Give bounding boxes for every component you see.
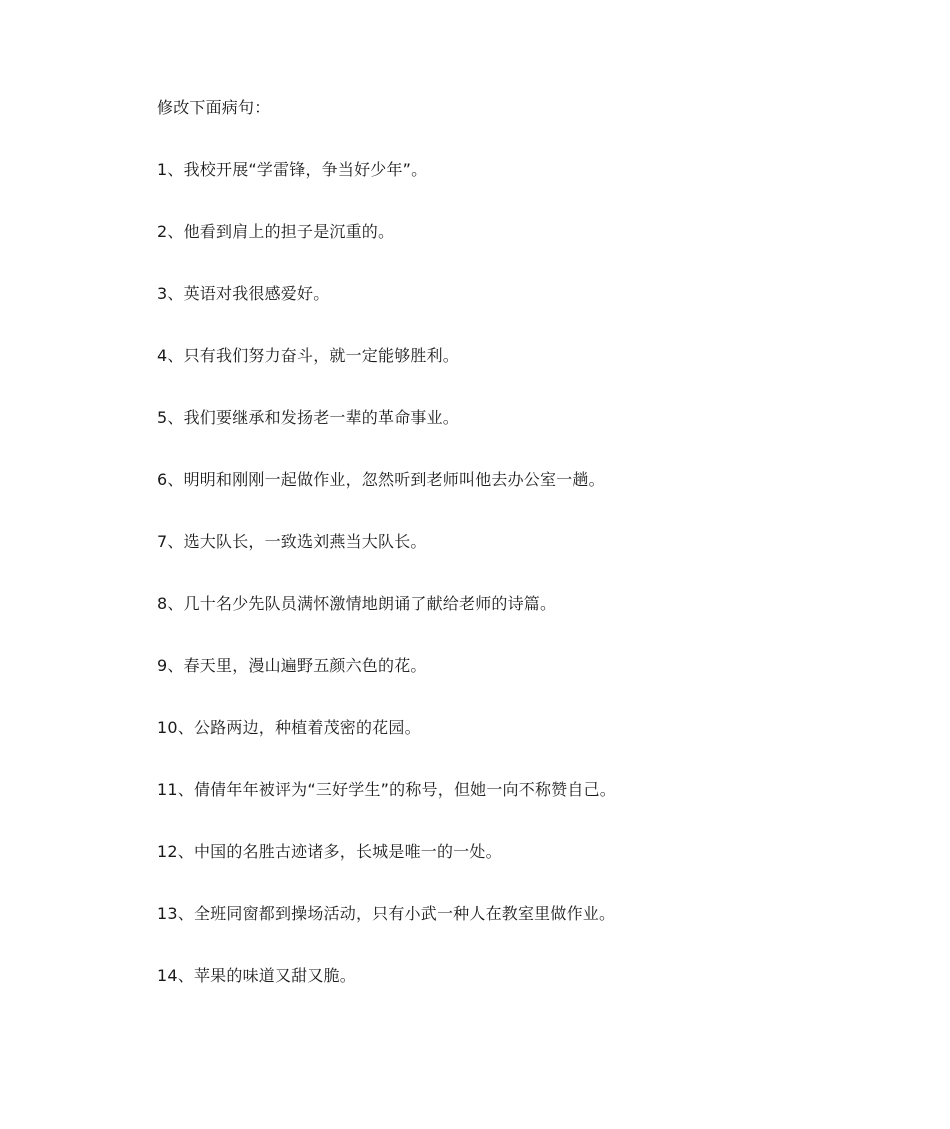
sentence-separator: 、 — [167, 222, 184, 241]
sentence-number: 2 — [157, 222, 168, 241]
sentence-item — [157, 530, 857, 554]
sentence-separator: 、 — [167, 284, 184, 303]
sentence-separator: 、 — [177, 966, 194, 985]
sentence-text: 我校开展“学雷锋，争当好少年”。 — [183, 160, 428, 179]
sentence-number: 10 — [157, 718, 178, 737]
document-body — [157, 96, 857, 1026]
sentence-separator: 、 — [167, 408, 184, 427]
sentence-item — [157, 902, 857, 926]
sentence-number: 4 — [157, 346, 168, 365]
sentence-text: 苹果的味道又甜又脆。 — [193, 966, 356, 985]
sentence-item — [157, 344, 857, 368]
sentence-separator: 、 — [177, 718, 194, 737]
sentence-number: 5 — [157, 408, 168, 427]
document-title: 修改下面病句： — [157, 98, 271, 117]
sentence-number: 6 — [157, 470, 168, 489]
sentence-separator: 、 — [167, 160, 184, 179]
sentence-separator: 、 — [177, 904, 194, 923]
sentence-text: 几十名少先队员满怀激情地朗诵了献给老师的诗篇。 — [183, 594, 557, 613]
sentence-text: 中国的名胜古迹诸多，长城是唯一的一处。 — [193, 842, 502, 861]
sentence-separator: 、 — [177, 842, 194, 861]
sentence-item — [157, 840, 857, 864]
sentence-text: 我们要继承和发扬老一辈的革命事业。 — [183, 408, 459, 427]
sentence-number: 14 — [157, 966, 178, 985]
sentence-number: 1 — [157, 160, 168, 179]
sentence-item — [157, 654, 857, 678]
sentence-text: 他看到肩上的担子是沉重的。 — [183, 222, 395, 241]
sentence-separator: 、 — [167, 532, 184, 551]
sentence-text: 春天里，漫山遍野五颜六色的花。 — [183, 656, 427, 675]
sentence-number: 9 — [157, 656, 168, 675]
sentence-text: 全班同窗都到操场活动，只有小武一种人在教室里做作业。 — [193, 904, 616, 923]
sentence-number: 11 — [157, 780, 178, 799]
sentence-separator: 、 — [167, 656, 184, 675]
sentence-item — [157, 158, 857, 182]
sentence-item — [157, 282, 857, 306]
sentence-text: 英语对我很感爱好。 — [183, 284, 330, 303]
sentence-text: 选大队长，一致选刘燕当大队长。 — [183, 532, 427, 551]
sentence-separator: 、 — [167, 346, 184, 365]
sentence-number: 12 — [157, 842, 178, 861]
sentence-number: 8 — [157, 594, 168, 613]
sentence-text: 公路两边，种植着茂密的花园。 — [193, 718, 421, 737]
sentence-text: 明明和刚刚一起做作业，忽然听到老师叫他去办公室一趟。 — [183, 470, 605, 489]
sentence-item — [157, 468, 857, 492]
sentence-separator: 、 — [167, 594, 184, 613]
sentence-list — [157, 158, 857, 988]
sentence-item — [157, 406, 857, 430]
sentence-number: 3 — [157, 284, 168, 303]
sentence-text: 只有我们努力奋斗，就一定能够胜利。 — [183, 346, 459, 365]
sentence-number: 7 — [157, 532, 168, 551]
sentence-item — [157, 592, 857, 616]
sentence-text: 倩倩年年被评为“三好学生”的称号，但她一向不称赞自己。 — [193, 780, 616, 799]
sentence-item — [157, 778, 857, 802]
sentence-separator: 、 — [167, 470, 184, 489]
sentence-item — [157, 964, 857, 988]
sentence-number: 13 — [157, 904, 178, 923]
sentence-item — [157, 716, 857, 740]
sentence-separator: 、 — [177, 780, 194, 799]
sentence-item — [157, 220, 857, 244]
